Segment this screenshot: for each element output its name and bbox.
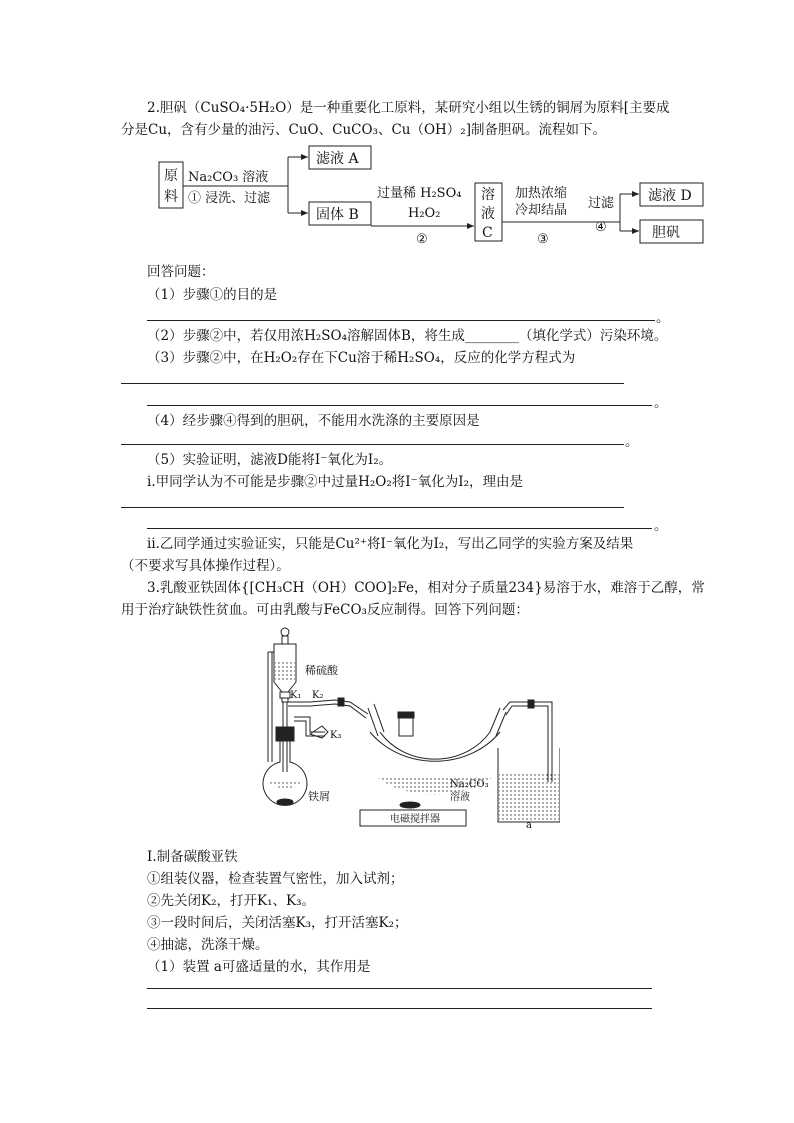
q2-part4: （4）经步骤④得到的胆矾，不能用水洗涤的主要原因是 — [147, 413, 480, 429]
stopper-icon — [281, 628, 289, 636]
answer-line — [147, 988, 652, 989]
q2-intro-line1: 2.胆矾（CuSO₄·5H₂O）是一种重要化工原料，某研究小组以生锈的铜屑为原料[主要成 — [147, 100, 670, 116]
step1-label: ① 浸洗、过滤 — [188, 191, 271, 206]
q2-part3 — [147, 349, 674, 367]
label-solution: 溶液 — [450, 792, 470, 803]
answer-line — [147, 1008, 652, 1009]
label-k1: K₁ — [290, 690, 302, 701]
label-k3: K₃ — [330, 730, 342, 741]
q3-step1: ①组装仪器，检查装置气密性，加入试剂； — [147, 871, 404, 887]
raw-char-2: 料 — [164, 189, 178, 205]
label-beaker: a — [526, 820, 532, 831]
period: 。 — [654, 518, 668, 534]
solid-b-label: 固体 B — [316, 207, 359, 223]
answer-line — [147, 528, 652, 529]
label-acid: 稀硫酸 — [305, 664, 338, 677]
step3-heat: 加热浓缩 — [515, 186, 568, 201]
step2-reagent: 过量稀 H₂SO₄ — [377, 186, 462, 201]
flask-stopper — [276, 727, 294, 741]
q2-flowchart — [0, 0, 794, 260]
product-label: 胆矾 — [652, 225, 680, 241]
round-flask — [263, 741, 307, 805]
q3-step2: ②先关闭K₂，打开K₁、K₃。 — [147, 893, 315, 909]
step2-number: ② — [416, 232, 428, 247]
answer-line — [121, 444, 624, 445]
filtrate-d-label: 滤液 D — [648, 188, 692, 204]
reagent-na2co3: Na₂CO₃ 溶液 — [188, 170, 269, 185]
q3-intro-line2: 用于治疗缺铁性贫血。可由乳酸与FeCO₃反应制得。回答下列问题： — [121, 602, 529, 618]
label-na2co3: Na₂CO₃ — [450, 779, 489, 790]
step4-filter: 过滤 — [588, 196, 615, 211]
label-iron: 铁屑 — [308, 790, 330, 803]
q3-section1: Ⅰ.制备碳酸亚铁 — [147, 849, 238, 865]
q3-question1: （1）装置 a可盛适量的水，其作用是 — [147, 959, 371, 975]
answer-header: 回答问题： — [147, 264, 215, 280]
q3-intro-line1: 3.乳酸亚铁固体{[CH₃CH（OH）COO]₂Fe，相对分子质量234}易溶于水，难溶于乙醇，常 — [147, 580, 705, 596]
sol-c-char-2: 液 — [481, 206, 495, 222]
filtrate-a-label: 滤液 A — [316, 151, 359, 167]
label-k2: K₂ — [312, 690, 324, 701]
label-stirrer: 电磁搅拌器 — [390, 814, 440, 825]
q3-step3: ③一段时间后，关闭活塞K₃，打开活塞K₂； — [147, 915, 408, 931]
q2-intro-line2: 分是Cu，含有少量的油污、CuO、CuCO₃、Cu（OH）₂]制备胆矾。流程如下。 — [121, 122, 606, 138]
raw-char-1: 原 — [164, 168, 178, 184]
step3-number: ③ — [537, 232, 549, 247]
answer-line — [147, 405, 652, 406]
q2-part2: （2）步骤②中，若仅用浓H₂SO₄溶解固体B，将生成________（填化学式）污染环境。 — [147, 328, 668, 344]
sol-c-char-1: 溶 — [481, 187, 495, 203]
sol-c-char-3: C — [482, 225, 493, 241]
q3-apparatus — [250, 622, 560, 832]
answer-line — [147, 320, 655, 321]
period: 。 — [656, 310, 670, 326]
answer-line — [121, 507, 624, 508]
answer-line — [121, 383, 624, 384]
q3-step4: ④抽滤，洗涤干燥。 — [147, 937, 269, 953]
step2-h2o2: H₂O₂ — [408, 206, 441, 221]
period: 。 — [625, 434, 639, 450]
period: 。 — [654, 395, 668, 411]
q2-part5-ii-line1: ⅱ.乙同学通过实验证实，只能是Cu²⁺将I⁻氧化为I₂，写出乙同学的实验方案及结果 — [147, 536, 634, 552]
q2-part1: （1）步骤①的目的是 — [147, 287, 278, 303]
q2-part5: （5）实验证明，滤液D能将I⁻氧化为I₂。 — [147, 452, 393, 468]
step4-number: ④ — [595, 220, 607, 235]
q2-part5-ii-line2: （不要求写具体操作过程）。 — [121, 558, 290, 574]
q2-part5-i: ⅰ.甲同学认为不可能是步骤②中过量H₂O₂将I⁻氧化为I₂，理由是 — [147, 474, 523, 490]
step3-cool: 冷却结晶 — [515, 203, 568, 218]
q2-part3-text: （3）步骤②中，在H₂O₂存在下Cu溶于稀H₂SO₄，反应的化学方程式为 — [147, 350, 576, 366]
